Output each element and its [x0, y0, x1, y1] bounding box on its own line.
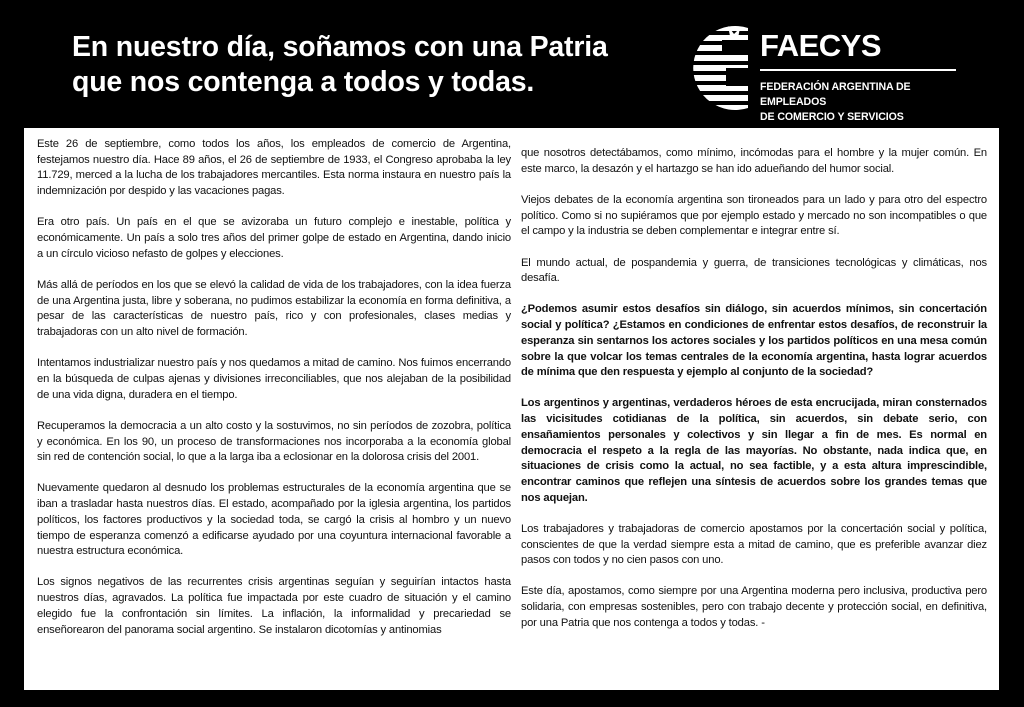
- paragraph: Los signos negativos de las recurrentes crisis argentinas seguían y seguirían intactos hasta nuestros días, agravados. La política fue impactada por este cuadro de situación y el camino elegido fue la confrontación sin límites. La inflación, la informalidad y precariedad se enseñorearon del panorama social argentino. Se instalaron dicotomías y antinomias: [37, 576, 511, 636]
- paragraph: Este día, apostamos, como siempre por una Argentina moderna pero inclusiva, productiva pero solidaria, con empresas sostenibles, pero con trabajo decente y protección social, en definitiva, por una Patria que nos contenga a todos y todas. -: [521, 585, 987, 629]
- paragraph: Este 26 de septiembre, como todos los años, los empleados de comercio de Argentina, festejamos nuestro día. Hace 89 años, el 26 de septiembre de 1933, el Congreso aprobaba la ley 11.729, merced a la lucha de los trabajadores mercantiles. Esta norma instaura en nuestro país la indemnización por despido y las vacaciones pagas.: [37, 138, 511, 198]
- bold-paragraph: Los argentinos y argentinas, verdaderos héroes de esta encrucijada, miran consternados las vicisitudes cotidianas de la política, sin acuerdos, sin debate serio, con ensañamientos personales y colectivos y sin llegar a fin de mes. Es normal en democracia el respeto a la regla de las mayorías. No obstante, nada indica que, en situaciones de crisis como la actual, no sea factible, y a esta altura imprescindible, encontrar caminos que reflejen una síntesis de acuerdos sobre los grandes temas que nos aquejan.: [521, 397, 987, 504]
- logo-subtitle-line-2: DE COMERCIO Y SERVICIOS: [760, 111, 904, 123]
- headline-line-2: que nos contenga a todos y todas.: [72, 66, 535, 98]
- paragraph: que nosotros detectábamos, como mínimo, incómodas para el hombre y la mujer común. En este marco, la desazón y el hartazgo se han ido adueñando del humor social.: [521, 147, 987, 175]
- right-column: [521, 146, 987, 647]
- paragraph: Era otro país. Un país en el que se avizoraba un futuro complejo e inestable, política y económicamente. Un país a solo tres años del primer golpe de estado en Argentina, dando inicio a un círculo vicioso nefasto de golpes y elecciones.: [37, 216, 511, 260]
- paragraph: Intentamos industrializar nuestro país y nos quedamos a mitad de camino. Nos fuimos encerrando en la búsqueda de culpas ajenas y divisiones irreconciliables, que nos alejaban de la posibilidad de una vida digna, duradera en el tiempo.: [37, 357, 511, 401]
- paragraph: Viejos debates de la economía argentina son tironeados para un lado y para otro del espectro político. Como si no supiéramos que por ejemplo estado y mercado no son incompatibles o que el campo y la industria se deben complementar e integrar entre sí.: [521, 193, 987, 238]
- logo-name: FAECYS: [760, 28, 882, 63]
- headline-line-1: En nuestro día, soñamos con una Patria: [72, 31, 608, 63]
- header-banner: [0, 0, 1024, 124]
- faecys-logo: [676, 24, 976, 123]
- headline: [72, 30, 692, 100]
- paragraph: Los trabajadores y trabajadoras de comercio apostamos por la concertación social y política, conscientes de que la verdad siempre esta a mitad de camino, que es preferible avanzar diez pasos con todos y no cien pasos con uno.: [521, 522, 987, 567]
- logo-divider: [760, 69, 956, 71]
- paragraph: Nuevamente quedaron al desnudo los problemas estructurales de la economía argentina que se iban a trasladar hasta nuestros días. El estado, acompañado por la iglesia argentina, los partidos políticos, los factores productivos y la sociedad toda, se cargó la crisis al hombro y un nuevo tiempo de esperanza comenzó a edificarse ayudado por una coyuntura internacional favorable a nuestra estructura económica.: [37, 482, 511, 558]
- paragraph: Recuperamos la democracia a un alto costo y la sostuvimos, no sin períodos de zozobra, política y económica. En los 90, un proceso de transformaciones nos incorporaba a la economía global sin red de contención social, lo que a la larga iba a eclosionar en la dolorosa crisis del 2001.: [37, 419, 511, 464]
- faecys-globe-icon: [682, 24, 758, 112]
- paragraph: El mundo actual, de pospandemia y guerra, de transiciones tecnológicas y climáticas, nos desafía.: [521, 256, 987, 285]
- left-column: [37, 137, 511, 654]
- text-panel: [24, 128, 999, 690]
- logo-subtitle: [760, 80, 976, 125]
- paragraph: Más allá de períodos en los que se elevó la calidad de vida de los trabajadores, con la idea fuerza de una Argentina justa, libre y soberana, no pudimos estabilizar la economía en forma definitiva, a pesar de las características de nuestro país, rico y con profesionales, clases medias y trabajadoras con un alto nivel de formación.: [37, 278, 511, 339]
- logo-subtitle-line-1: FEDERACIÓN ARGENTINA DE EMPLEADOS: [760, 81, 911, 108]
- bold-paragraph: ¿Podemos asumir estos desafíos sin diálogo, sin acuerdos mínimos, sin concertación social y política? ¿Estamos en condiciones de enfrentar estos desafíos, de reconstruir la esperanza sin sentarnos los actores sociales y los partidos políticos en una mesa común sobre la que volcar los temas centrales de la economía argentina, hasta lograr acuerdos de mínima que den respuesta y ejemplo al conjunto de la sociedad?: [521, 303, 987, 379]
